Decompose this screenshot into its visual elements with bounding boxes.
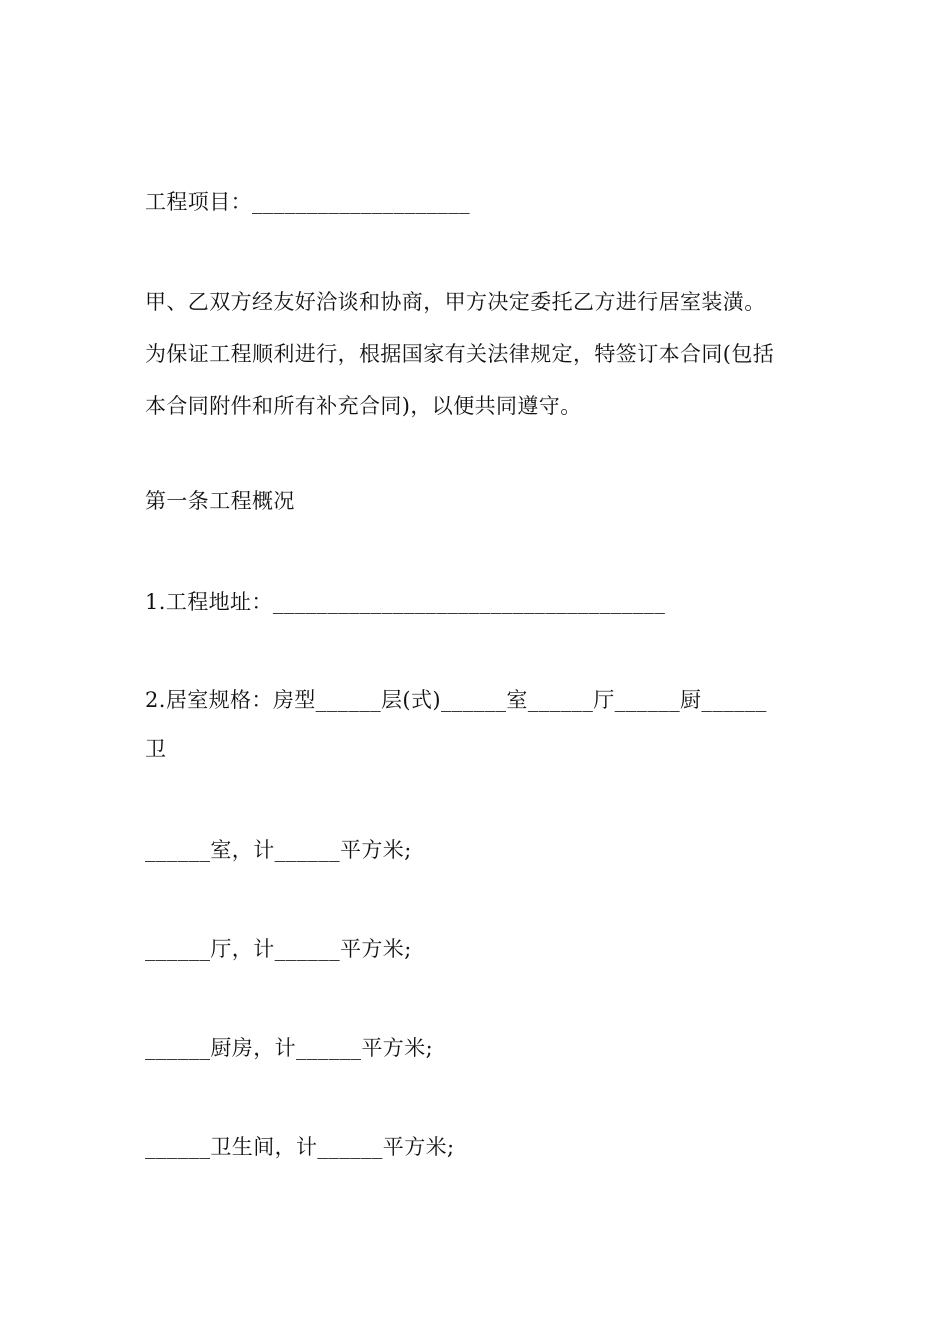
room-line-bathroom: ______卫生间，计______平方米;: [145, 1135, 455, 1159]
item-2-spec-line-1: 2.居室规格：房型______层(式)______室______厅______厨______: [145, 688, 767, 712]
room-line-kitchen: ______厨房，计______平方米;: [145, 1036, 434, 1060]
room-line-bedroom: ______室，计______平方米;: [145, 838, 412, 862]
item-1-address: 1.工程地址：____________________________________: [145, 590, 666, 614]
article-1-title: 第一条工程概况: [145, 489, 295, 513]
room-line-hall: ______厅，计______平方米;: [145, 937, 412, 961]
intro-line-1: 甲、乙双方经友好洽谈和协商，甲方决定委托乙方进行居室装潢。: [145, 290, 766, 314]
item-2-spec-line-2: 卫: [145, 737, 167, 761]
intro-line-2: 为保证工程顺利进行，根据国家有关法律规定，特签订本合同(包括: [145, 342, 775, 366]
project-line: 工程项目：____________________: [145, 190, 470, 214]
intro-line-3: 本合同附件和所有补充合同)，以便共同遵守。: [145, 394, 582, 418]
